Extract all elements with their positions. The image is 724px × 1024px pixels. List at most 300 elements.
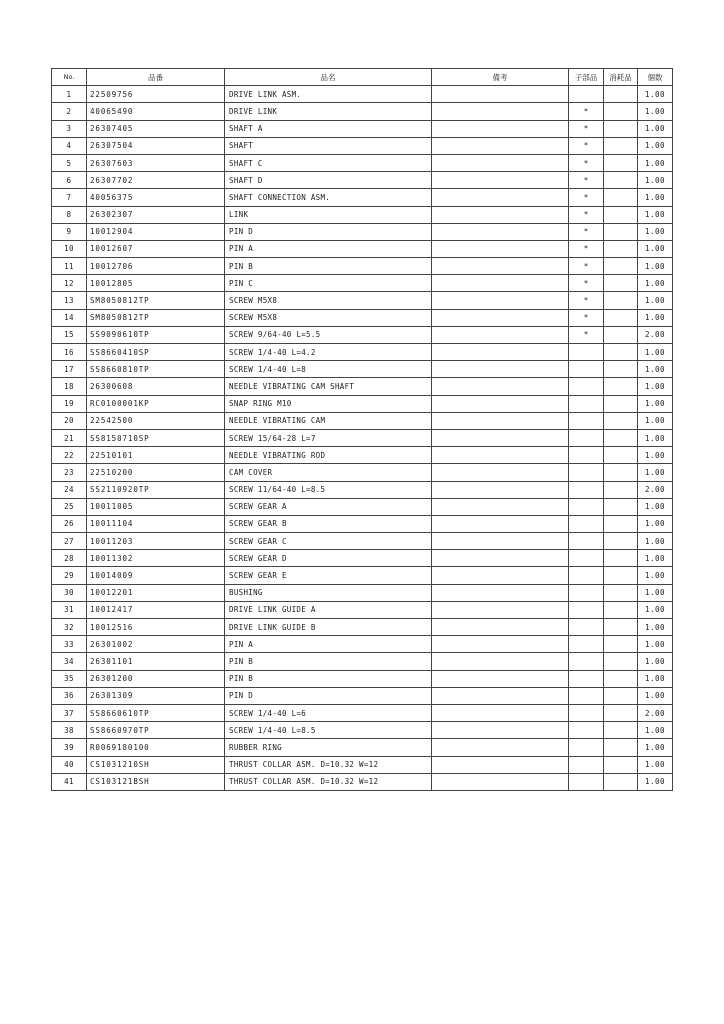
consumable-mark <box>604 292 638 309</box>
quantity-cell: 1.00 <box>638 739 673 756</box>
row-no: 41 <box>52 773 87 790</box>
remarks-cell <box>432 464 569 481</box>
part-number-cell: 26301101 <box>87 653 225 670</box>
part-number-cell: 22510200 <box>87 464 225 481</box>
sub-part-mark <box>569 464 604 481</box>
part-number-cell: 26307504 <box>87 137 225 154</box>
part-number-cell: SM8050812TP <box>87 309 225 326</box>
consumable-mark <box>604 361 638 378</box>
row-no: 32 <box>52 619 87 636</box>
sub-part-mark <box>569 515 604 532</box>
part-number-cell: SS8150710SP <box>87 429 225 446</box>
sub-part-mark <box>569 498 604 515</box>
quantity-cell: 1.00 <box>638 429 673 446</box>
sub-part-mark <box>569 670 604 687</box>
remarks-cell <box>432 515 569 532</box>
sub-part-mark: * <box>569 154 604 171</box>
header-quantity: 個数 <box>638 69 673 86</box>
part-number-cell: SM8050812TP <box>87 292 225 309</box>
part-name-cell: SHAFT A <box>225 120 432 137</box>
table-row <box>52 722 673 739</box>
consumable-mark <box>604 584 638 601</box>
row-no: 7 <box>52 189 87 206</box>
part-number-cell: SS2110920TP <box>87 481 225 498</box>
sub-part-mark: * <box>569 309 604 326</box>
row-no: 4 <box>52 137 87 154</box>
part-number-cell: 26302307 <box>87 206 225 223</box>
row-no: 9 <box>52 223 87 240</box>
part-name-cell: SCREW 1/4-40 L=4.2 <box>225 344 432 361</box>
row-no: 20 <box>52 412 87 429</box>
header-part-number: 品番 <box>87 69 225 86</box>
quantity-cell: 1.00 <box>638 653 673 670</box>
header-consumable: 消耗品 <box>604 69 638 86</box>
remarks-cell <box>432 739 569 756</box>
row-no: 27 <box>52 533 87 550</box>
part-number-cell: 26301002 <box>87 636 225 653</box>
consumable-mark <box>604 687 638 704</box>
table-row <box>52 498 673 515</box>
part-name-cell: SCREW M5X8 <box>225 292 432 309</box>
remarks-cell <box>432 309 569 326</box>
quantity-cell: 1.00 <box>638 86 673 103</box>
consumable-mark <box>604 154 638 171</box>
row-no: 14 <box>52 309 87 326</box>
part-name-cell: SCREW 1/4-40 L=6 <box>225 704 432 721</box>
consumable-mark <box>604 601 638 618</box>
sub-part-mark: * <box>569 189 604 206</box>
table-row <box>52 412 673 429</box>
part-number-cell: 40065490 <box>87 103 225 120</box>
row-no: 1 <box>52 86 87 103</box>
quantity-cell: 1.00 <box>638 154 673 171</box>
remarks-cell <box>432 292 569 309</box>
consumable-mark <box>604 189 638 206</box>
quantity-cell: 1.00 <box>638 533 673 550</box>
table-row <box>52 481 673 498</box>
part-number-cell: SS8660810TP <box>87 361 225 378</box>
remarks-cell <box>432 86 569 103</box>
quantity-cell: 2.00 <box>638 704 673 721</box>
table-row <box>52 137 673 154</box>
remarks-cell <box>432 567 569 584</box>
table-row <box>52 447 673 464</box>
part-number-cell: 10011302 <box>87 550 225 567</box>
quantity-cell: 1.00 <box>638 309 673 326</box>
header-sub-part: 子部品 <box>569 69 604 86</box>
sub-part-mark: * <box>569 137 604 154</box>
remarks-cell <box>432 258 569 275</box>
part-name-cell: SNAP RING M10 <box>225 395 432 412</box>
row-no: 13 <box>52 292 87 309</box>
sub-part-mark <box>569 601 604 618</box>
row-no: 21 <box>52 429 87 446</box>
table-row <box>52 361 673 378</box>
consumable-mark <box>604 481 638 498</box>
part-name-cell: SCREW GEAR B <box>225 515 432 532</box>
quantity-cell: 1.00 <box>638 206 673 223</box>
row-no: 15 <box>52 326 87 343</box>
part-name-cell: SCREW GEAR C <box>225 533 432 550</box>
quantity-cell: 1.00 <box>638 172 673 189</box>
part-number-cell: CS1031210SH <box>87 756 225 773</box>
table-row <box>52 550 673 567</box>
part-name-cell: SCREW 1/4-40 L=8 <box>225 361 432 378</box>
row-no: 34 <box>52 653 87 670</box>
sub-part-mark <box>569 756 604 773</box>
table-row <box>52 773 673 790</box>
part-name-cell: SCREW M5X8 <box>225 309 432 326</box>
part-name-cell: DRIVE LINK GUIDE A <box>225 601 432 618</box>
row-no: 25 <box>52 498 87 515</box>
part-name-cell: THRUST COLLAR ASM. D=10.32 W=12 <box>225 756 432 773</box>
row-no: 23 <box>52 464 87 481</box>
part-number-cell: 26307702 <box>87 172 225 189</box>
table-row <box>52 653 673 670</box>
remarks-cell <box>432 481 569 498</box>
part-name-cell: DRIVE LINK GUIDE B <box>225 619 432 636</box>
quantity-cell: 1.00 <box>638 240 673 257</box>
part-name-cell: RUBBER RING <box>225 739 432 756</box>
consumable-mark <box>604 653 638 670</box>
sub-part-mark <box>569 395 604 412</box>
remarks-cell <box>432 447 569 464</box>
consumable-mark <box>604 86 638 103</box>
quantity-cell: 1.00 <box>638 361 673 378</box>
consumable-mark <box>604 326 638 343</box>
sub-part-mark <box>569 739 604 756</box>
remarks-cell <box>432 670 569 687</box>
part-name-cell: DRIVE LINK <box>225 103 432 120</box>
consumable-mark <box>604 739 638 756</box>
part-name-cell: PIN C <box>225 275 432 292</box>
table-row <box>52 172 673 189</box>
table-row <box>52 756 673 773</box>
table-body <box>52 86 673 791</box>
row-no: 39 <box>52 739 87 756</box>
remarks-cell <box>432 550 569 567</box>
quantity-cell: 1.00 <box>638 601 673 618</box>
quantity-cell: 1.00 <box>638 756 673 773</box>
sub-part-mark: * <box>569 292 604 309</box>
table-row <box>52 687 673 704</box>
row-no: 30 <box>52 584 87 601</box>
remarks-cell <box>432 344 569 361</box>
remarks-cell <box>432 619 569 636</box>
remarks-cell <box>432 137 569 154</box>
part-number-cell: 22509756 <box>87 86 225 103</box>
table-row <box>52 344 673 361</box>
quantity-cell: 2.00 <box>638 326 673 343</box>
part-name-cell: PIN B <box>225 653 432 670</box>
remarks-cell <box>432 498 569 515</box>
quantity-cell: 1.00 <box>638 275 673 292</box>
table-row <box>52 309 673 326</box>
part-name-cell: LINK <box>225 206 432 223</box>
table-row <box>52 429 673 446</box>
remarks-cell <box>432 326 569 343</box>
table-row <box>52 223 673 240</box>
part-name-cell: PIN A <box>225 240 432 257</box>
consumable-mark <box>604 223 638 240</box>
table-row <box>52 704 673 721</box>
part-name-cell: NEEDLE VIBRATING CAM SHAFT <box>225 378 432 395</box>
part-number-cell: 22542500 <box>87 412 225 429</box>
row-no: 8 <box>52 206 87 223</box>
remarks-cell <box>432 189 569 206</box>
row-no: 5 <box>52 154 87 171</box>
part-number-cell: 10012201 <box>87 584 225 601</box>
table-row <box>52 240 673 257</box>
table-row <box>52 533 673 550</box>
sub-part-mark <box>569 378 604 395</box>
row-no: 28 <box>52 550 87 567</box>
remarks-cell <box>432 103 569 120</box>
remarks-cell <box>432 756 569 773</box>
sub-part-mark <box>569 533 604 550</box>
part-name-cell: PIN D <box>225 687 432 704</box>
consumable-mark <box>604 550 638 567</box>
part-name-cell: BUSHING <box>225 584 432 601</box>
table-row <box>52 326 673 343</box>
part-name-cell: SHAFT CONNECTION ASM. <box>225 189 432 206</box>
table-row <box>52 636 673 653</box>
quantity-cell: 1.00 <box>638 567 673 584</box>
part-number-cell: 22510101 <box>87 447 225 464</box>
part-name-cell: PIN B <box>225 670 432 687</box>
part-name-cell: THRUST COLLAR ASM. D=10.32 W=12 <box>225 773 432 790</box>
part-number-cell: SS8660610TP <box>87 704 225 721</box>
quantity-cell: 1.00 <box>638 189 673 206</box>
row-no: 10 <box>52 240 87 257</box>
part-name-cell: SHAFT C <box>225 154 432 171</box>
consumable-mark <box>604 172 638 189</box>
remarks-cell <box>432 240 569 257</box>
consumable-mark <box>604 275 638 292</box>
sub-part-mark <box>569 447 604 464</box>
quantity-cell: 1.00 <box>638 344 673 361</box>
row-no: 38 <box>52 722 87 739</box>
table-row <box>52 464 673 481</box>
consumable-mark <box>604 395 638 412</box>
quantity-cell: 1.00 <box>638 464 673 481</box>
sub-part-mark <box>569 429 604 446</box>
row-no: 40 <box>52 756 87 773</box>
part-number-cell: 10011203 <box>87 533 225 550</box>
row-no: 35 <box>52 670 87 687</box>
table-row <box>52 619 673 636</box>
consumable-mark <box>604 636 638 653</box>
quantity-cell: 1.00 <box>638 550 673 567</box>
part-number-cell: 10011005 <box>87 498 225 515</box>
table-row <box>52 258 673 275</box>
part-name-cell: SCREW 9/64-40 L=5.5 <box>225 326 432 343</box>
part-name-cell: PIN B <box>225 258 432 275</box>
part-name-cell: NEEDLE VIBRATING CAM <box>225 412 432 429</box>
consumable-mark <box>604 103 638 120</box>
header-part-name: 品名 <box>225 69 432 86</box>
remarks-cell <box>432 223 569 240</box>
sub-part-mark: * <box>569 103 604 120</box>
row-no: 31 <box>52 601 87 618</box>
part-number-cell: 10012805 <box>87 275 225 292</box>
table-row <box>52 206 673 223</box>
quantity-cell: 1.00 <box>638 515 673 532</box>
part-name-cell: SCREW GEAR E <box>225 567 432 584</box>
part-number-cell: 26301309 <box>87 687 225 704</box>
remarks-cell <box>432 412 569 429</box>
sub-part-mark <box>569 584 604 601</box>
part-number-cell: 10011104 <box>87 515 225 532</box>
sub-part-mark <box>569 344 604 361</box>
table-row <box>52 601 673 618</box>
part-name-cell: NEEDLE VIBRATING ROD <box>225 447 432 464</box>
row-no: 3 <box>52 120 87 137</box>
part-number-cell: 10012516 <box>87 619 225 636</box>
table-row <box>52 739 673 756</box>
part-number-cell: 40056375 <box>87 189 225 206</box>
quantity-cell: 1.00 <box>638 412 673 429</box>
table-row <box>52 395 673 412</box>
table-row <box>52 86 673 103</box>
sub-part-mark <box>569 567 604 584</box>
remarks-cell <box>432 653 569 670</box>
part-number-cell: SS9090610TP <box>87 326 225 343</box>
remarks-cell <box>432 773 569 790</box>
consumable-mark <box>604 429 638 446</box>
part-number-cell: SS8660410SP <box>87 344 225 361</box>
table-row <box>52 120 673 137</box>
sub-part-mark <box>569 481 604 498</box>
quantity-cell: 1.00 <box>638 103 673 120</box>
part-name-cell: SCREW 11/64-40 L=8.5 <box>225 481 432 498</box>
remarks-cell <box>432 533 569 550</box>
table-row <box>52 103 673 120</box>
row-no: 22 <box>52 447 87 464</box>
remarks-cell <box>432 636 569 653</box>
remarks-cell <box>432 395 569 412</box>
remarks-cell <box>432 378 569 395</box>
sub-part-mark: * <box>569 275 604 292</box>
table-row <box>52 584 673 601</box>
sub-part-mark <box>569 86 604 103</box>
sub-part-mark <box>569 636 604 653</box>
part-number-cell: 26307603 <box>87 154 225 171</box>
row-no: 33 <box>52 636 87 653</box>
sub-part-mark <box>569 550 604 567</box>
row-no: 12 <box>52 275 87 292</box>
consumable-mark <box>604 240 638 257</box>
row-no: 36 <box>52 687 87 704</box>
table-row <box>52 154 673 171</box>
row-no: 16 <box>52 344 87 361</box>
consumable-mark <box>604 773 638 790</box>
quantity-cell: 1.00 <box>638 223 673 240</box>
part-number-cell: RC0100001KP <box>87 395 225 412</box>
part-name-cell: PIN A <box>225 636 432 653</box>
part-name-cell: SHAFT <box>225 137 432 154</box>
part-name-cell: SCREW 15/64-28 L=7 <box>225 429 432 446</box>
quantity-cell: 1.00 <box>638 773 673 790</box>
sub-part-mark: * <box>569 206 604 223</box>
consumable-mark <box>604 567 638 584</box>
quantity-cell: 2.00 <box>638 481 673 498</box>
row-no: 37 <box>52 704 87 721</box>
quantity-cell: 1.00 <box>638 292 673 309</box>
part-number-cell: 10014009 <box>87 567 225 584</box>
remarks-cell <box>432 704 569 721</box>
part-name-cell: SCREW GEAR D <box>225 550 432 567</box>
sub-part-mark <box>569 687 604 704</box>
row-no: 17 <box>52 361 87 378</box>
consumable-mark <box>604 722 638 739</box>
part-number-cell: CS103121BSH <box>87 773 225 790</box>
table-row <box>52 275 673 292</box>
sub-part-mark <box>569 704 604 721</box>
sub-part-mark: * <box>569 172 604 189</box>
part-number-cell: 10012607 <box>87 240 225 257</box>
remarks-cell <box>432 275 569 292</box>
table-row <box>52 515 673 532</box>
sub-part-mark <box>569 653 604 670</box>
part-name-cell: PIN D <box>225 223 432 240</box>
consumable-mark <box>604 533 638 550</box>
consumable-mark <box>604 619 638 636</box>
consumable-mark <box>604 704 638 721</box>
row-no: 6 <box>52 172 87 189</box>
consumable-mark <box>604 206 638 223</box>
row-no: 19 <box>52 395 87 412</box>
sub-part-mark <box>569 412 604 429</box>
remarks-cell <box>432 687 569 704</box>
part-number-cell: 10012706 <box>87 258 225 275</box>
sub-part-mark: * <box>569 223 604 240</box>
remarks-cell <box>432 601 569 618</box>
sub-part-mark <box>569 773 604 790</box>
part-number-cell: 10012417 <box>87 601 225 618</box>
table-row <box>52 670 673 687</box>
row-no: 24 <box>52 481 87 498</box>
quantity-cell: 1.00 <box>638 447 673 464</box>
quantity-cell: 1.00 <box>638 670 673 687</box>
remarks-cell <box>432 361 569 378</box>
part-number-cell: R0069180100 <box>87 739 225 756</box>
sub-part-mark: * <box>569 240 604 257</box>
sub-part-mark <box>569 619 604 636</box>
consumable-mark <box>604 309 638 326</box>
consumable-mark <box>604 515 638 532</box>
consumable-mark <box>604 670 638 687</box>
consumable-mark <box>604 412 638 429</box>
row-no: 2 <box>52 103 87 120</box>
table-row <box>52 189 673 206</box>
header-no: No. <box>52 69 87 86</box>
consumable-mark <box>604 447 638 464</box>
table-row <box>52 567 673 584</box>
row-no: 11 <box>52 258 87 275</box>
part-number-cell: 26300608 <box>87 378 225 395</box>
part-name-cell: SCREW 1/4-40 L=8.5 <box>225 722 432 739</box>
header-remarks: 備考 <box>432 69 569 86</box>
quantity-cell: 1.00 <box>638 258 673 275</box>
row-no: 26 <box>52 515 87 532</box>
sub-part-mark: * <box>569 326 604 343</box>
consumable-mark <box>604 344 638 361</box>
remarks-cell <box>432 429 569 446</box>
part-number-cell: SS8660970TP <box>87 722 225 739</box>
sub-part-mark: * <box>569 120 604 137</box>
table-row <box>52 292 673 309</box>
